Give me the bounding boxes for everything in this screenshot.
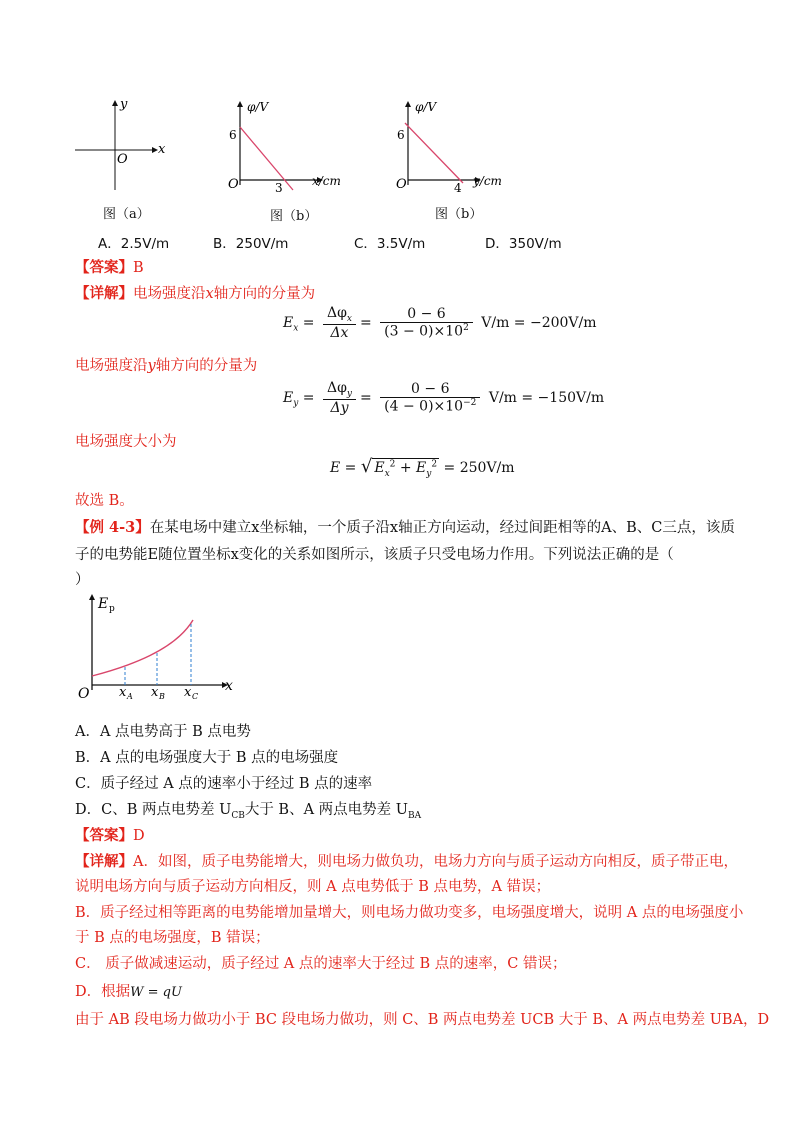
figure-a: [70, 95, 170, 195]
fig-b-x-label: x/cm: [312, 174, 341, 188]
fig-c-y-tick: 6: [397, 128, 405, 142]
fig-c-origin: O: [396, 177, 407, 192]
fig-a-y-label: y: [120, 97, 128, 112]
choice-c: C．3.5V/m: [354, 236, 426, 252]
fig-b-x-tick: 3: [275, 181, 283, 195]
detail-1-conclusion: 故选 B。: [75, 493, 134, 509]
equation-e: E = √ $E_x^2 + E_y^2 = 250V/m$: [330, 456, 515, 479]
detail-1-line-2: 电场强度沿y轴方向的分量为: [75, 358, 258, 374]
tick-xb: x: [151, 685, 159, 700]
detail-1-line-1: [75, 284, 315, 304]
detail-text: 电场强度沿: [133, 286, 206, 302]
example-line-3: ）: [75, 572, 90, 588]
fig-a-origin: O: [117, 152, 128, 167]
q2-choice-b: B．A 点的电场强度大于 B 点的电场强度: [75, 750, 339, 766]
choice-d: D．350V/m: [485, 236, 562, 252]
detail-2-line-3: B．质子经过相等距离的电势能增加量增大，则电场力做功变多，电场强度增大，说明 A 点的电场强度小: [75, 905, 744, 921]
detail-2-line-6: D．根据W = qU: [75, 984, 182, 1000]
example-tag: 【例 4-3】: [75, 519, 150, 536]
ep-origin: O: [78, 686, 90, 702]
detail-2-line-5: C． 质子做减速运动，质子经过 A 点的速率大于经过 B 点的速率，C 错误；: [75, 956, 567, 972]
fig-b-y-label: φ/V: [247, 100, 269, 114]
detail-2-line-1: 【详解】A．如图，质子电势能增大，则电场力做负功，电场力方向与质子运动方向相反，质子带正电，: [75, 853, 738, 870]
fig-c-x-label: y/cm: [473, 174, 502, 188]
ep-x-label: x: [225, 678, 233, 694]
equation-ey: $E_y$ = $\frac{\Delta\varphi_y}{\Delta y}$ = $\frac{0 - 6}{(4 - 0)\times 10^{-2}}$ V/m = −150V/m: [283, 380, 605, 416]
fig-b-origin: O: [228, 177, 239, 192]
fig-b-y-tick: 6: [229, 128, 237, 142]
choice-b: B．250V/m: [213, 236, 289, 252]
answer-1: [75, 258, 144, 278]
fig-a-caption: 图（a）: [103, 207, 150, 222]
answer-2: 【答案】D: [75, 827, 145, 844]
q2-choice-d: D．C、B 两点电势差 $U_{CB}$大于 B、A 两点电势差 $U_{BA}$: [75, 802, 422, 821]
detail-tag: 【详解】: [75, 285, 133, 302]
fig-c-x-tick: 4: [454, 181, 462, 195]
example-line-1: 【例 4-3】在某电场中建立x坐标轴，一个质子沿x轴正方向运动，经过间距相等的A、B、C三点，该质: [75, 519, 735, 536]
q2-choice-a: A．A 点电势高于 B 点电势: [75, 724, 251, 740]
q2-choice-c: C．质子经过 A 点的速率小于经过 B 点的速率: [75, 776, 373, 792]
ep-y-sub: p: [109, 604, 115, 614]
var-x: x: [205, 286, 214, 302]
ep-curve: [92, 620, 193, 676]
choice-a: A．2.5V/m: [98, 236, 170, 252]
fig-c-caption: 图（b）: [435, 207, 483, 222]
detail-text-end: 轴方向的分量为: [213, 286, 316, 302]
detail-2-line-4: 于 B 点的电场强度，B 错误；: [75, 930, 270, 946]
tick-xb-sub: B: [159, 692, 165, 701]
ep-x-figure: [70, 590, 240, 710]
example-line-2: 子的电势能E随位置坐标x变化的关系如图所示，该质子只受电场力作用。下列说法正确的是（: [75, 547, 674, 563]
tick-xc-sub: C: [192, 692, 199, 701]
answer-value: B: [133, 260, 144, 276]
tick-xc: x: [184, 685, 192, 700]
answer-tag: 【答案】: [75, 259, 133, 276]
fig-c-line: [405, 123, 463, 183]
fig-a-x-label: x: [158, 142, 166, 157]
figure-c: [393, 95, 523, 195]
figure-b: [225, 95, 355, 195]
detail-2-line-7: 由于 AB 段电场力做功小于 BC 段电场力做功，则 C、B 两点电势差 UCB 大于 B、A 两点电势差 UBA，D: [75, 1012, 770, 1028]
tick-xa-sub: A: [127, 692, 133, 701]
detail-1-line-3: 电场强度大小为: [75, 434, 177, 450]
tick-xa: x: [119, 685, 127, 700]
detail-2-line-2: 说明电场方向与质子运动方向相反，则 A 点电势低于 B 点电势，A 错误；: [75, 879, 551, 895]
fig-b-caption: 图（b）: [270, 209, 318, 224]
fig-c-y-label: φ/V: [415, 100, 437, 114]
equation-ex: $E_x$ = $\frac{\Delta\varphi_x}{\Delta x}$ = $\frac{0 - 6}{(3 - 0)\times 10^2}$ V/m = −200V/m: [283, 305, 597, 341]
ep-y-label: E: [98, 596, 109, 612]
